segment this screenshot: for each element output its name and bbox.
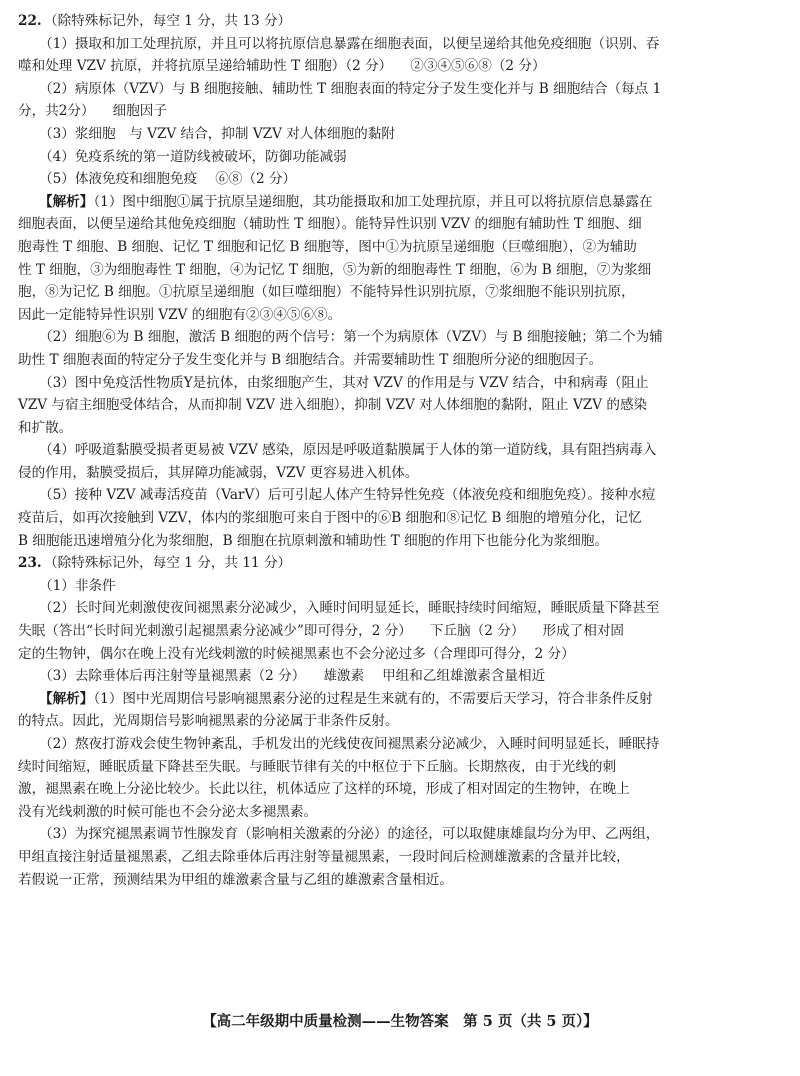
q23-answer-2-line3: 定的生物钟，偶尔在晚上没有光线刺激的时候褪黑素也不会分泌过多（合理即可得分，2 分） (18, 645, 575, 662)
q22-analysis-2-line2: 助性 T 细胞表面的特定分子发生变化并与 B 细胞结合。并需要辅助性 T 细胞所分泌的细胞因子。 (18, 351, 603, 368)
q22-analysis-3-line1: （3）图中免疫活性物质Y是抗体，由浆细胞产生，其对 VZV 的作用是与 VZV 结合，中和病毒（阻止 (39, 374, 649, 391)
q22-answer-2-blank2: 细胞因子 (112, 103, 167, 120)
q22-header (18, 10, 788, 33)
q22-analysis-5-line2: 疫苗后，如再次接触到 VZV，体内的浆细胞可来自于图中的⑥B 细胞和⑧记忆 B 细胞的增殖分化，记忆 (18, 510, 642, 527)
q22-analysis-5-line3: B 细胞能迅速增殖分化为浆细胞，B 细胞在抗原刺激和辅助性 T 细胞的作用下也能分化为浆细胞。 (18, 532, 609, 549)
q23-analysis-1-line2: 的特点。因此，光周期信号影响褪黑素的分泌属于非条件反射。 (18, 713, 399, 730)
q22-analysis-1-line1: 【解析】（1）图中细胞①属于抗原呈递细胞，其功能摄取和加工处理抗原，并且可以将抗原信息暴露在 (39, 193, 653, 210)
q23-analysis-1-line1: 【解析】（1）图中光周期信号影响褪黑素分泌的过程是生来就有的，不需要后天学习，符合非条件反射 (39, 690, 653, 707)
q23-analysis-2-line4: 没有光线刺激的时候可能也不会分泌太多褪黑素。 (18, 803, 318, 820)
q22-answer-3: （3）浆细胞 与 VZV 结合，抑制 VZV 对人体细胞的黏附 (39, 125, 395, 142)
q23-header (18, 552, 788, 575)
answer-content (18, 10, 788, 891)
q22-analysis-1-line3: 胞毒性 T 细胞、B 细胞、记忆 T 细胞和记忆 B 细胞等，图中①为抗原呈递细胞（巨噬细胞），②为辅助 (18, 238, 637, 255)
q22-analysis-4-line2: 侵的作用，黏膜受损后，其屏障功能减弱，VZV 更容易进入机体。 (18, 464, 419, 481)
q23-analysis-3-line2: 甲组直接注射适量褪黑素，乙组去除垂体后再注射等量褪黑素，一段时间后检测雄激素的含量并比较， (18, 848, 630, 865)
q23-analysis-3-line1: （3）为探究褪黑素调节性腺发育（影响相关激素的分泌）的途径，可以取健康雄鼠均分为甲、乙两组， (39, 826, 660, 843)
q23-answer-3-blank3: 甲组和乙组雄激素含量相近 (382, 668, 546, 685)
q23-answer-1: （1）非条件 (39, 577, 116, 594)
q22-analysis-5-line1: （5）接种 VZV 减毒活疫苗（VarV）后可引起人体产生特异性免疫（体液免疫和细胞免疫）。接种水痘 (39, 487, 656, 504)
q22-analysis-3-line2: VZV 与宿主细胞受体结合，从而抑制 VZV 进入细胞），抑制 VZV 对人体细胞的黏附，阻止 VZV 的感染 (18, 397, 648, 414)
q22-answer-2-line1: （2）病原体（VZV）与 B 细胞接触、辅助性 T 细胞表面的特定分子发生变化并与 B 细胞结合（每点 1 (39, 80, 662, 97)
q23-number: 23. (18, 555, 42, 572)
q22-analysis-1-line5: 胞，⑧为记忆 B 细胞。①抗原呈递细胞（如巨噬细胞）不能特异性识别抗原，⑦浆细胞不能识别抗原， (18, 284, 635, 301)
q22-answer-2-line2: 分，共2分） 细胞因子 (18, 103, 167, 120)
q23-answer-3-blank2: 雄激素 (323, 668, 365, 685)
q22-answer-5-blank2: ⑥⑧（2 分） (215, 171, 297, 188)
q22-analysis-1-line6: 因此一定能特异性识别 VZV 的细胞有②③④⑤⑥⑧。 (18, 306, 342, 323)
q23-answer-3: （3）去除垂体后再注射等量褪黑素（2 分） 雄激素 甲组和乙组雄激素含量相近 (39, 668, 546, 685)
q23-answer-2-line2: 失眠（答出“长时间光刺激引起褪黑素分泌减少”即可得分，2 分） 下丘脑（2 分） 形成了相对固 (18, 623, 625, 640)
q23-analysis-2-line3: 激，褪黑素在晚上分泌比较少。长此以往，机体适应了这样的环境，形成了相对固定的生物钟，在晚上 (18, 781, 630, 798)
q22-answer-4: （4）免疫系统的第一道防线被破坏，防御功能减弱 (39, 148, 347, 165)
q22-analysis-2-line1: （2）细胞⑥为 B 细胞，激活 B 细胞的两个信号：第一个为病原体（VZV）与 B 细胞接触；第二个为辅 (39, 329, 663, 346)
q23-analysis-3-line3: 若假说一正常，预测结果为甲组的雄激素含量与乙组的雄激素含量相近。 (18, 871, 453, 888)
q23-scoring-note: （除特殊标记外，每空 1 分，共 11 分） (44, 555, 292, 572)
q22-answer-1-line2: 噬和处理 VZV 抗原，并将抗原呈递给辅助性 T 细胞）（2 分） ②③④⑤⑥⑧（2 分） (18, 58, 546, 75)
q22-analysis-1-line2: 细胞表面，以便呈递给其他免疫细胞（辅助性 T 细胞）。能特异性识别 VZV 的细胞有辅助性 T 细胞、细 (18, 216, 642, 233)
q22-answer-5: （5）体液免疫和细胞免疫 ⑥⑧（2 分） (39, 171, 297, 188)
q23-analysis-2-line2: 续时间缩短，睡眠质量下降甚至失眠。与睡眠节律有关的中枢位于下丘脑。长期熬夜，由于光线的刺 (18, 758, 617, 775)
q22-analysis-label: 【解析】 (39, 193, 94, 210)
q22-scoring-note: （除特殊标记外，每空 1 分，共 13 分） (44, 13, 292, 29)
q22-answer-1-line1: （1）摄取和加工处理抗原，并且可以将抗原信息暴露在细胞表面，以便呈递给其他免疫细胞（识别、吞 (39, 35, 660, 52)
q23-analysis-2-line1: （2）熬夜打游戏会使生物钟紊乱，手机发出的光线使夜间褪黑素分泌减少，入睡时间明显延长，睡眠持 (39, 736, 660, 752)
q22-analysis-3-line3: 和扩散。 (18, 419, 73, 436)
q23-answer-2-blank3: 形成了相对固 (542, 623, 625, 640)
page-footer: 【高二年级期中质量检测——生物答案 第 5 页（共 5 页）】 (202, 1013, 598, 1030)
q22-analysis-1-line4: 性 T 细胞，③为细胞毒性 T 细胞，④为记忆 T 细胞，⑤为新的细胞毒性 T 细胞，⑥为 B 细胞，⑦为浆细 (18, 261, 652, 278)
q22-answer-1-blank2: ②③④⑤⑥⑧（2 分） (410, 58, 546, 75)
q23-analysis-label: 【解析】 (39, 690, 94, 707)
q22-analysis-4-line1: （4）呼吸道黏膜受损者更易被 VZV 感染，原因是呼吸道黏膜属于人体的第一道防线，具有阻挡病毒入 (39, 442, 657, 459)
q23-answer-2-blank2: 下丘脑（2 分） (429, 623, 525, 640)
q23-answer-2-line1: （2）长时间光刺激使夜间褪黑素分泌减少，入睡时间明显延长，睡眠持续时间缩短，睡眠质量下降甚至 (39, 600, 660, 617)
q22-number: 22. (18, 13, 42, 29)
